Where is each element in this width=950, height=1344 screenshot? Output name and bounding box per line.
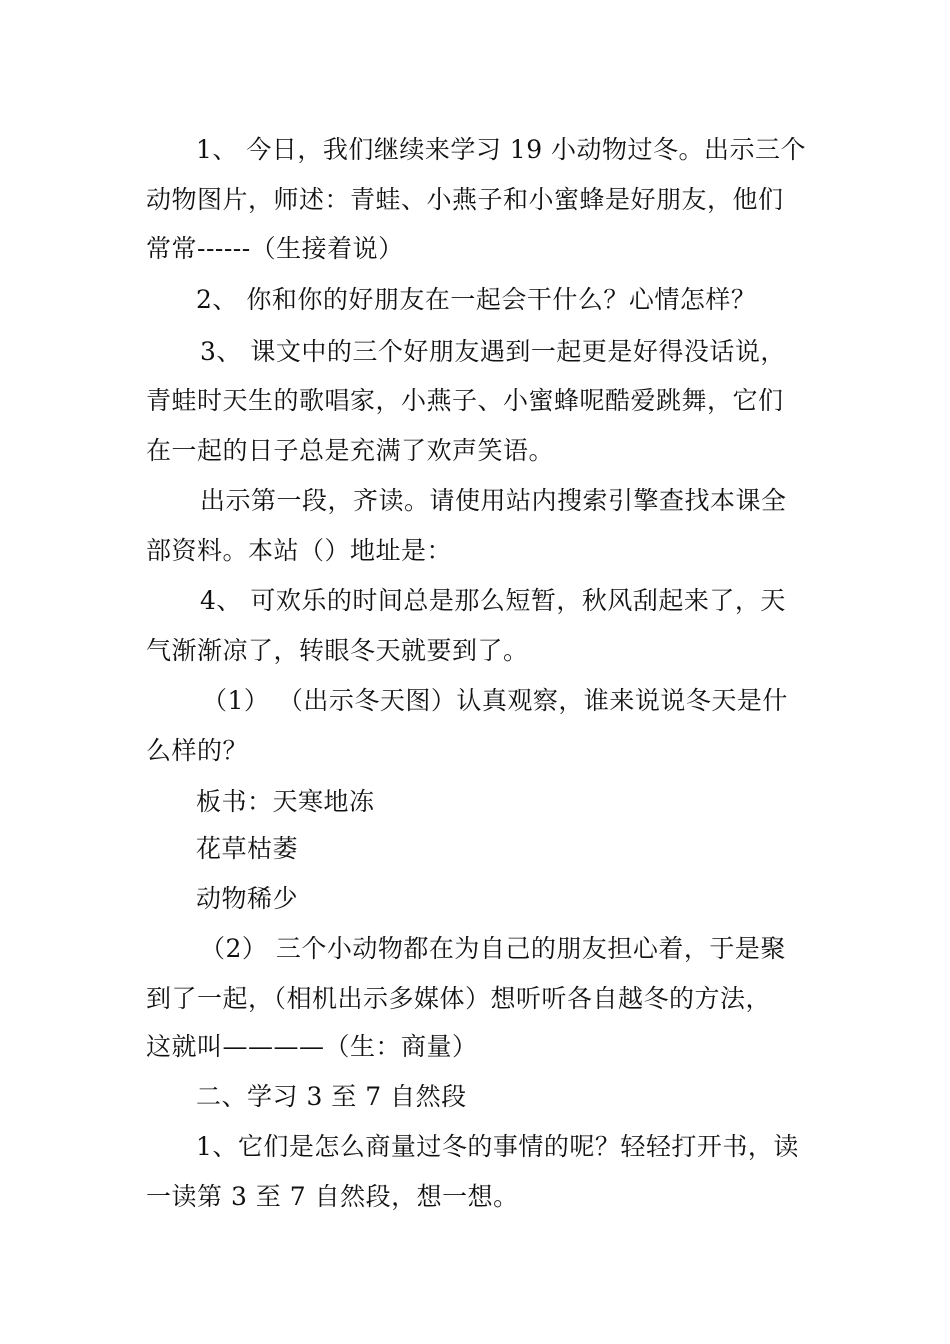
text-line: 到了一起，（相机出示多媒体）想听听各自越冬的方法， — [146, 984, 772, 1013]
text-line: 在一起的日子总是充满了欢声笑语。 — [146, 436, 555, 465]
text-line: 3、 课文中的三个好朋友遇到一起更是好得没话说， — [200, 337, 786, 366]
text-line: 常常------（生接着说） — [146, 234, 404, 263]
text-line: 花草枯萎 — [196, 834, 299, 863]
section-heading: 二、学习 3 至 7 自然段 — [196, 1082, 467, 1111]
text-line: 这就叫————（生：商量） — [146, 1032, 478, 1061]
text-line: 出示第一段，齐读。请使用站内搜索引擎查找本课全 — [200, 486, 787, 515]
text-line: 2、 你和你的好朋友在一起会干什么？心情怎样？ — [196, 285, 757, 314]
text-line: 气渐渐凉了，转眼冬天就要到了。 — [146, 636, 529, 665]
text-line: 4、 可欢乐的时间总是那么短暂，秋风刮起来了，天 — [200, 586, 786, 615]
text-line: 板书：天寒地冻 — [196, 787, 375, 816]
text-line: 么样的？ — [146, 736, 249, 765]
text-line: 青蛙时天生的歌唱家，小燕子、小蜜蜂呢酷爱跳舞，它们 — [146, 386, 784, 415]
text-line: （1） （出示冬天图）认真观察，谁来说说冬天是什 — [202, 686, 788, 715]
text-line: 一读第 3 至 7 自然段，想一想。 — [146, 1182, 519, 1211]
text-line: （2） 三个小动物都在为自己的朋友担心着，于是聚 — [200, 934, 786, 963]
text-line: 1、 今日，我们继续来学习 19 小动物过冬。出示三个 — [196, 135, 807, 164]
text-line: 1、它们是怎么商量过冬的事情的呢？轻轻打开书，读 — [196, 1132, 799, 1161]
text-line: 部资料。本站（）地址是： — [146, 536, 453, 565]
text-line: 动物图片，师述：青蛙、小燕子和小蜜蜂是好朋友，他们 — [146, 185, 784, 214]
text-line: 动物稀少 — [196, 884, 299, 913]
